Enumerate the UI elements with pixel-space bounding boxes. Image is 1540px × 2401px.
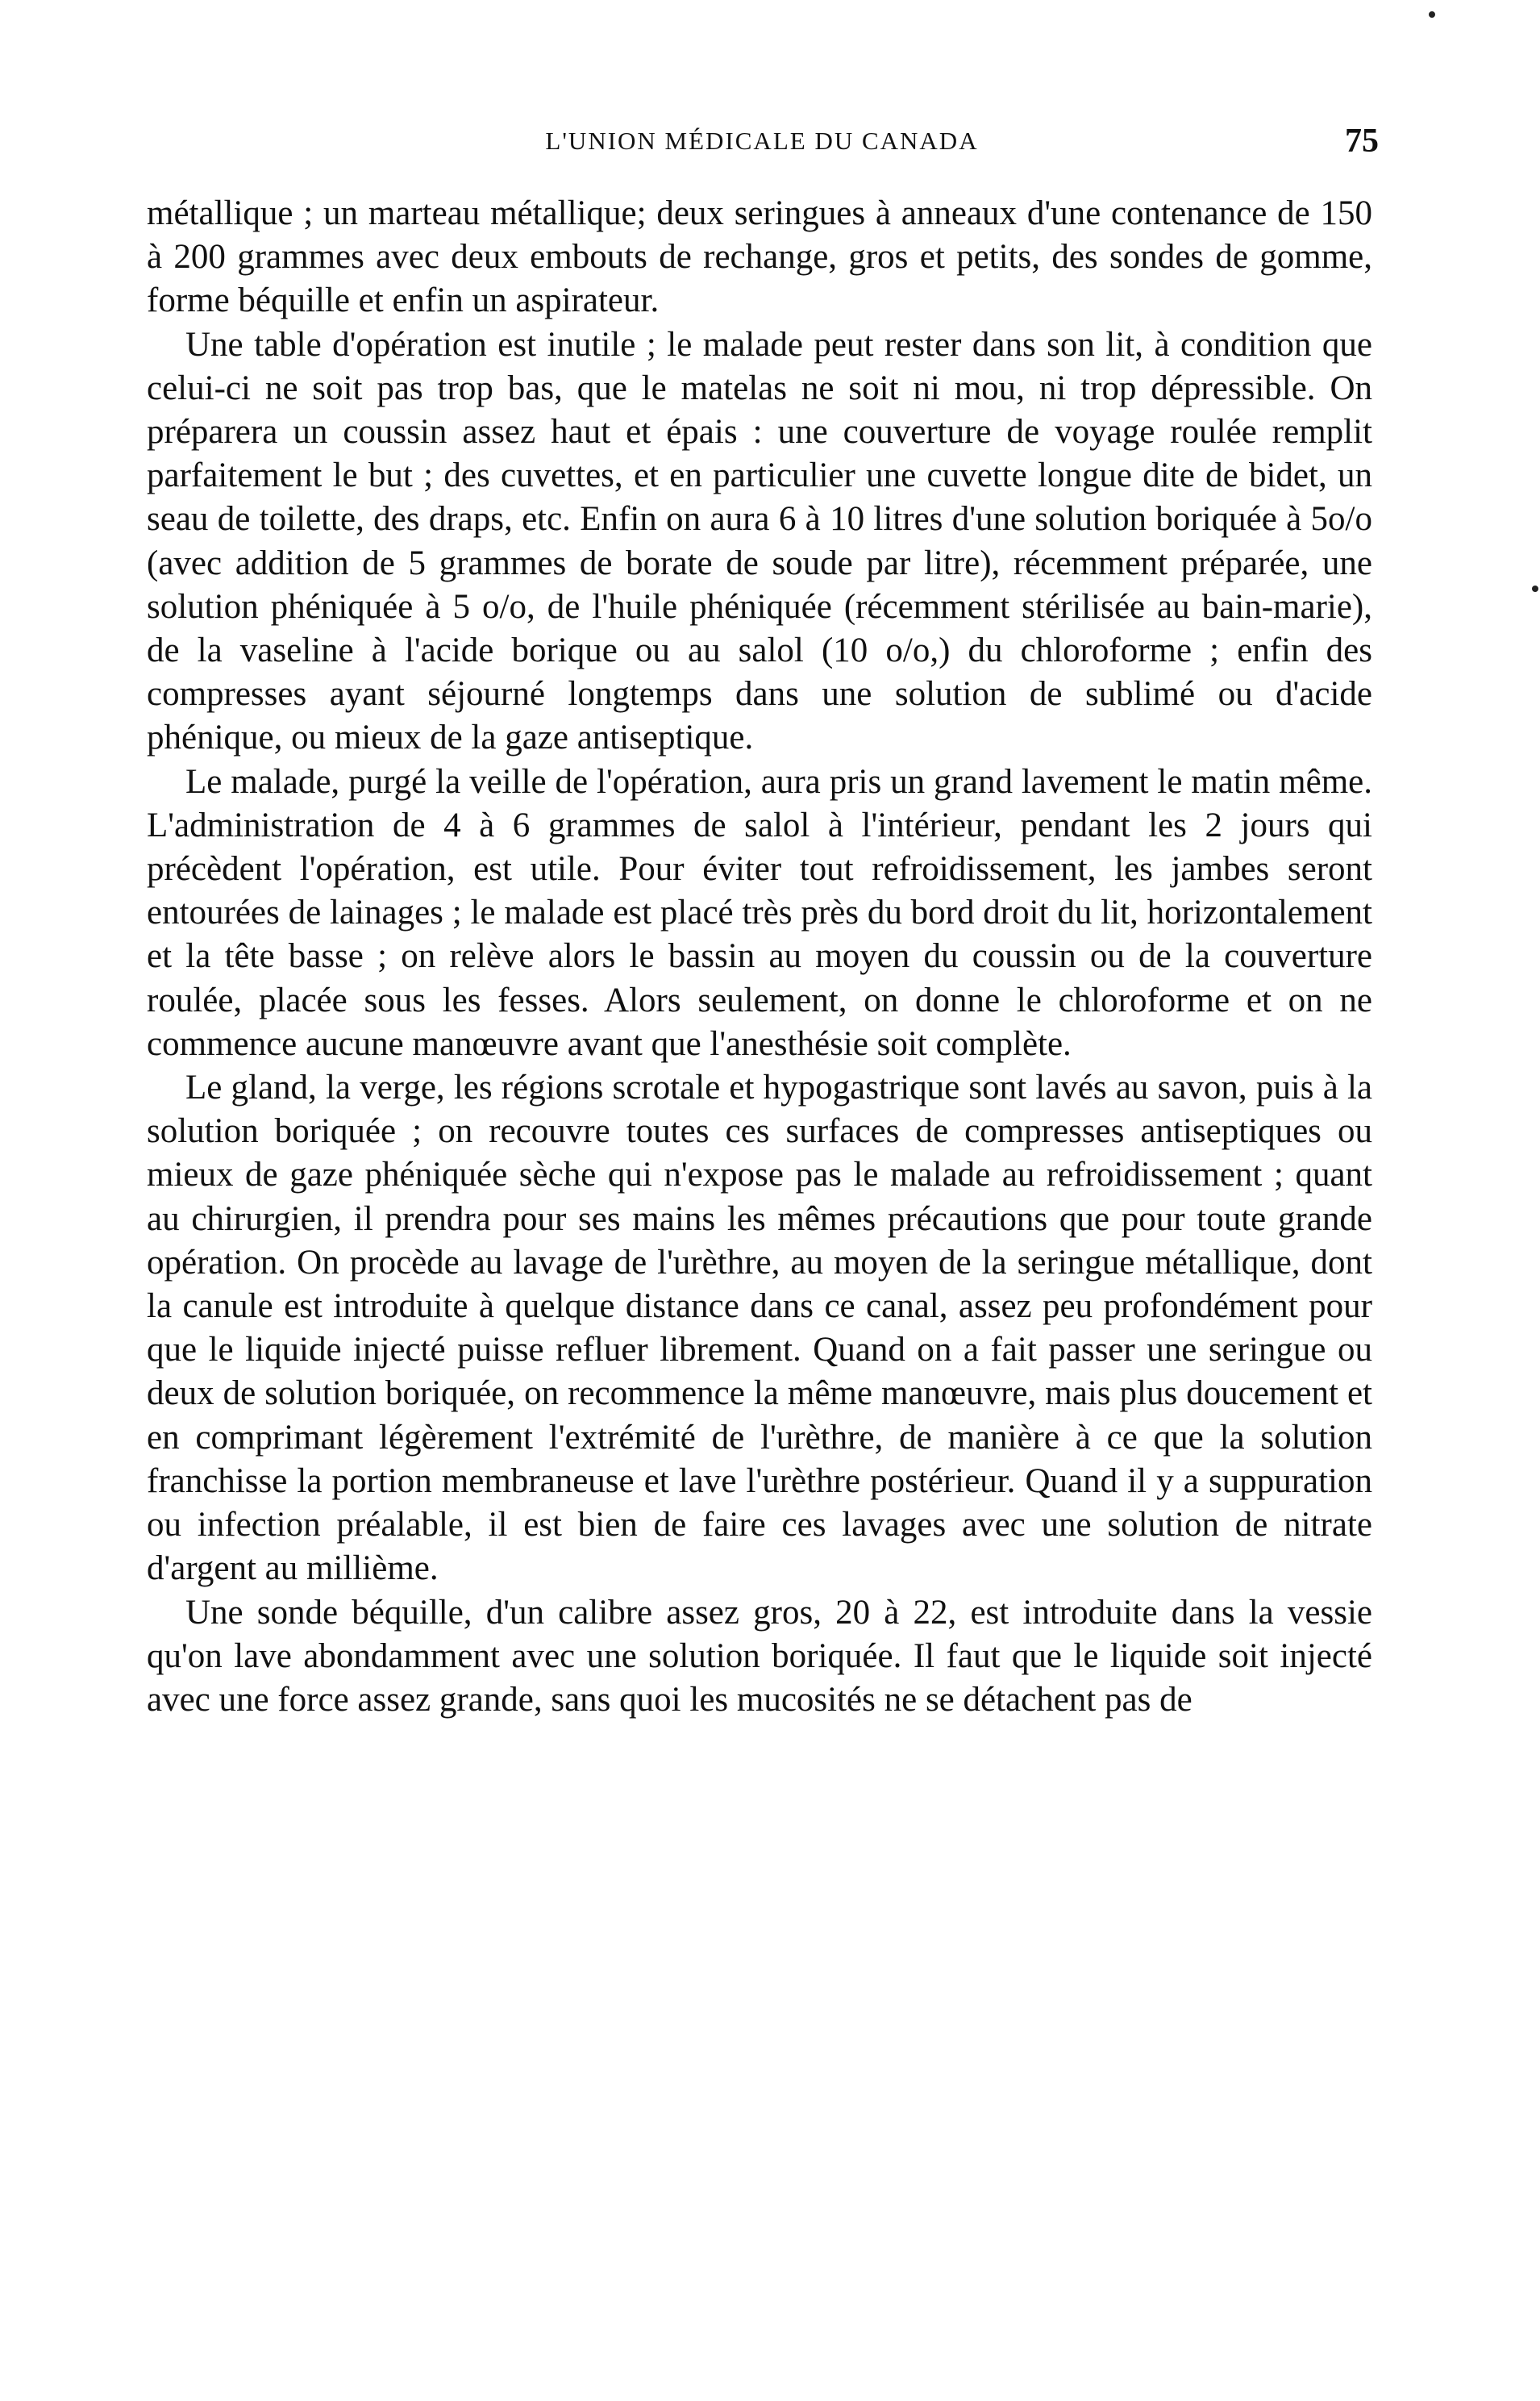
scan-speck [1429, 11, 1435, 18]
journal-title: L'UNION MÉDICALE DU CANADA [545, 127, 979, 155]
paragraph-continued: métallique ; un marteau métallique; deux seringues à anneaux d'une contenance de 150 à 200 grammes avec deux embouts de rechange, gros et petits, des sondes de gomme, forme béquille et enfin un aspirateur. [147, 194, 1372, 320]
scan-speck [1532, 586, 1538, 592]
running-header [145, 121, 1379, 161]
body-text [147, 192, 1372, 1722]
paragraph: Une table d'opération est inutile ; le malade peut rester dans son lit, à condition que celui-ci ne soit pas trop bas, que le matelas ne soit ni mou, ni trop dépressible. On préparera un coussin assez haut et épais : une couverture de voyage roulée remplit parfaitement le but ; des cuvettes, et en particulier une cuvette longue dite de bidet, un seau de toilette, des draps, etc. Enfin on aura 6 à 10 litres d'une solution boriquée à 5o/o (avec addition de 5 grammes de borate de soude par litre), récemment préparée, une solution phéniquée à 5 o/o, de l'huile phéniquée (récemment stérilisée au bain-marie), de la vaseline à l'acide borique ou au salol (10 o/o,) du chloroforme ; enfin des compresses ayant séjourné longtemps dans une solution de sublimé ou d'acide phénique, ou mieux de la gaze antiseptique. [147, 325, 1372, 757]
page-number: 75 [1345, 123, 1379, 160]
paragraph: Une sonde béquille, d'un calibre assez gros, 20 à 22, est introduite dans la vessie qu'on lave abondamment avec une solution boriquée. Il faut que le liquide soit injecté avec une force assez grande, sans quoi les mucosités ne se détachent pas de [147, 1593, 1372, 1719]
paragraph: Le malade, purgé la veille de l'opération, aura pris un grand lavement le matin même. L'administration de 4 à 6 grammes de salol à l'intérieur, pendant les 2 jours qui précèdent l'opération, est utile. Pour éviter tout refroidissement, les jambes seront entourées de lainages ; le malade est placé très près du bord droit du lit, horizontalement et la tête basse ; on relève alors le bassin au moyen du coussin ou de la couverture roulée, placée sous les fesses. Alors seulement, on donne le chloroforme et on ne commence aucune manœuvre avant que l'anesthésie soit complète. [147, 762, 1372, 1063]
paragraph: Le gland, la verge, les régions scrotale et hypogastrique sont lavés au savon, puis à la solution boriquée ; on recouvre toutes ces surfaces de compresses antiseptiques ou mieux de gaze phéniquée sèche qui n'expose pas le malade au refroidissement ; quant au chirurgien, il prendra pour ses mains les mêmes précautions que pour toute grande opération. On procède au lavage de l'urèthre, au moyen de la seringue métallique, dont la canule est introduite à quelque distance dans ce canal, assez peu profondément pour que le liquide injecté puisse refluer librement. Quand on a fait passer une seringue ou deux de solution boriquée, on recommence la même manœuvre, mais plus doucement et en comprimant légèrement l'extrémité de l'urèthre, de manière à ce que la solution franchisse la portion membraneuse et lave l'urèthre postérieur. Quand il y a suppuration ou infection préalable, il est bien de faire ces lavages avec une solution de nitrate d'argent au millième. [147, 1069, 1372, 1588]
